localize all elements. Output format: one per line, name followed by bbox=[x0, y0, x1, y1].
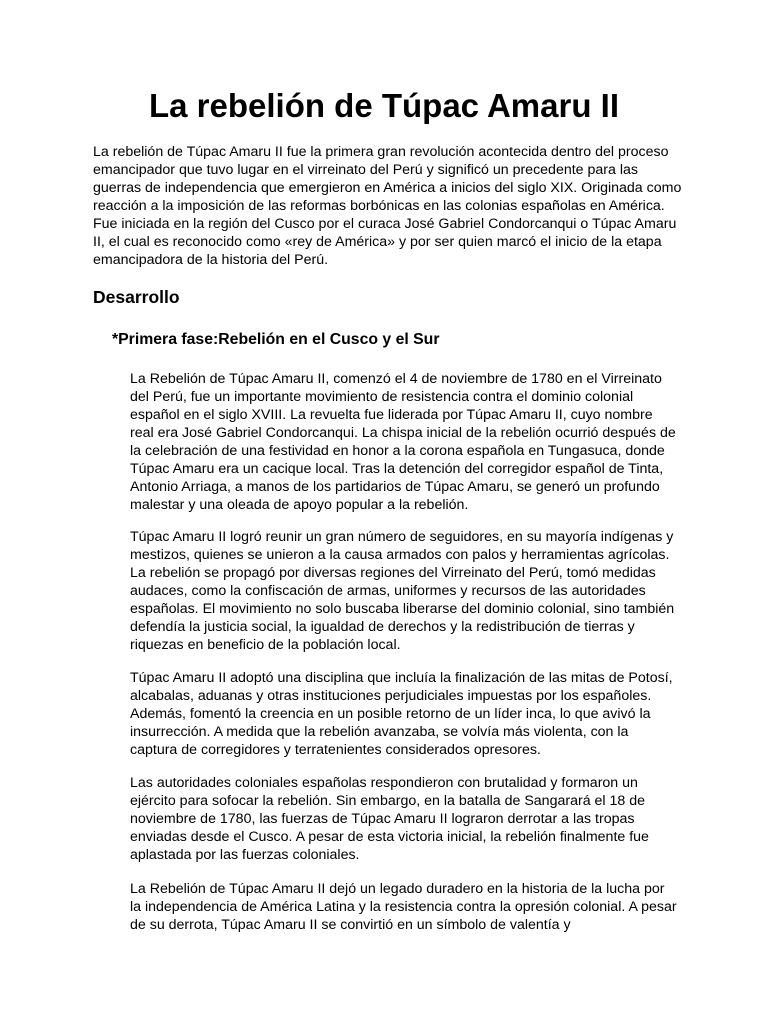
subsection-heading: *Primera fase:Rebelión en el Cusco y el Sur bbox=[112, 331, 440, 348]
body-paragraph: Las autoridades coloniales españolas respondieron con brutalidad y formaron un ejército para sofocar la rebelión. Sin embargo, en la batalla de Sangarará el 18 de noviembre de 1780, las fuerzas de Túpac Amaru II lograron derrotar a las tropas enviadas desde el Cusco. A pesar de esta victoria inicial, la rebelión finalmente fue aplastada por las fuerzas coloniales. bbox=[130, 775, 649, 863]
body-paragraph: Túpac Amaru II adoptó una disciplina que incluía la finalización de las mitas de Potosí, alcabalas, aduanas y otras instituciones perjudiciales impuestas por los españoles. Además, fomentó la creencia en un posible retorno de un líder inca, lo que avivó la insurrección. A medida que la rebelión avanzaba, se volvía más violenta, con la captura de corregidores y terratenientes considerados opresores. bbox=[130, 670, 673, 758]
page-title: La rebelión de Túpac Amaru II bbox=[148, 87, 620, 124]
body-paragraph: Túpac Amaru II logró reunir un gran número de seguidores, en su mayoría indígenas y mestizos, quienes se unieron a la causa armados con palos y herramientas agrícolas. La rebelión se propagó por diversas regiones del Virreinato del Perú, tomó medidas audaces, como la confiscación de armas, uniformes y recursos de las autoridades españolas. El movimiento no solo buscaba liberarse del dominio colonial, sino también defendía la justicia social, la igualdad de derechos y la redistribución de tierras y riquezas en beneficio de la población local. bbox=[130, 529, 675, 653]
body-paragraph: La Rebelión de Túpac Amaru II dejó un legado duradero en la historia de la lucha por la independencia de América Latina y la resistencia contra la opresión colonial. A pesar de su derrota, Túpac Amaru II se convirtió en un símbolo de valentía y bbox=[130, 881, 677, 933]
body-paragraph: La Rebelión de Túpac Amaru II, comenzó el 4 de noviembre de 1780 en el Virreinato del Perú, fue un importante movimiento de resistencia contra el dominio colonial español en el siglo XVIII. La revuelta fue liderada por Túpac Amaru II, cuyo nombre real era José Gabriel Condorcanqui. La chispa inicial de la rebelión ocurrió después de la celebración de una festividad en honor a la corona española en Tungasuca, donde Túpac Amaru era un cacique local. Tras la detención del corregidor español de Tinta, Antonio Arriaga, a manos de los partidarios de Túpac Amaru, se generó un profundo malestar y una oleada de apoyo popular a la rebelión. bbox=[130, 371, 676, 513]
intro-paragraph: La rebelión de Túpac Amaru II fue la primera gran revolución acontecida dentro del proceso emancipador que tuvo lugar en el virreinato del Perú y significó un precedente para las guerras de independencia que emergieron en América a inicios del siglo XIX. Originada como reacción a la imposición de las reformas borbónicas en las colonias españolas en América. Fue iniciada en la región del Cusco por el curaca José Gabriel Condorcanqui o Túpac Amaru II, el cual es reconocido como «rey de América» y por ser quien marcó el inicio de la etapa emancipadora de la historia del Perú. bbox=[93, 144, 682, 268]
section-heading: Desarrollo bbox=[93, 287, 180, 307]
